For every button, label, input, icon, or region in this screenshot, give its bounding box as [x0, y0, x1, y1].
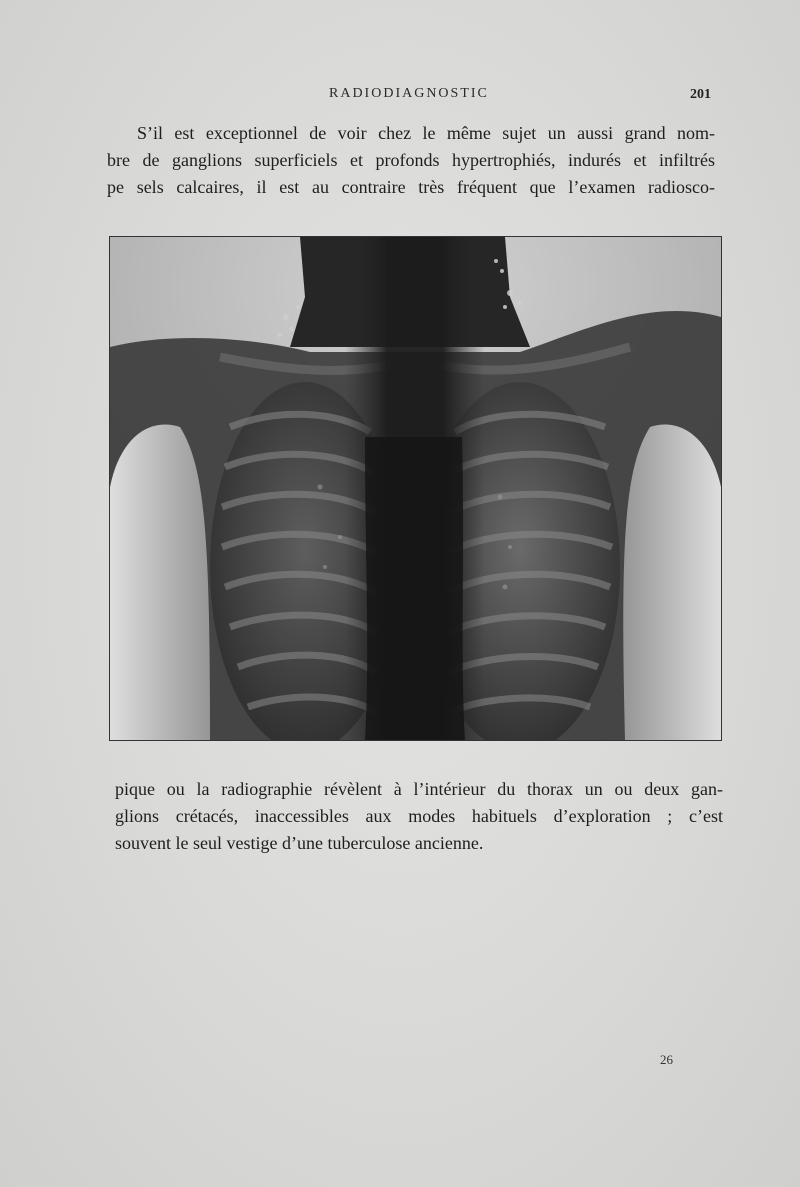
running-head	[0, 86, 800, 106]
text-line: S’il est exceptionnel de voir chez le même sujet un aussi grand nom-	[137, 123, 715, 143]
running-title: RADIODIAGNOSTIC	[329, 86, 489, 101]
signature-mark: 26	[660, 1052, 673, 1067]
radiograph-drawing	[110, 237, 721, 740]
text-line: glions crétacés, inaccessibles aux modes habituels d’exploration ; c’est	[115, 806, 723, 826]
text-line: pe sels calcaires, il est au contraire très fréquent que l’examen radiosco-	[107, 177, 715, 197]
chest-radiograph-image	[109, 236, 722, 741]
text-line: bre de ganglions superficiels et profonds hypertrophiés, indurés et infiltrés	[107, 150, 715, 170]
paragraph-top	[107, 120, 715, 201]
paragraph-bottom	[115, 776, 723, 857]
text-line: pique ou la radiographie révèlent à l’intérieur du thorax un ou deux gan-	[115, 779, 723, 799]
page-number: 201	[690, 87, 711, 102]
text-line: souvent le seul vestige d’une tuberculose ancienne.	[115, 833, 484, 853]
